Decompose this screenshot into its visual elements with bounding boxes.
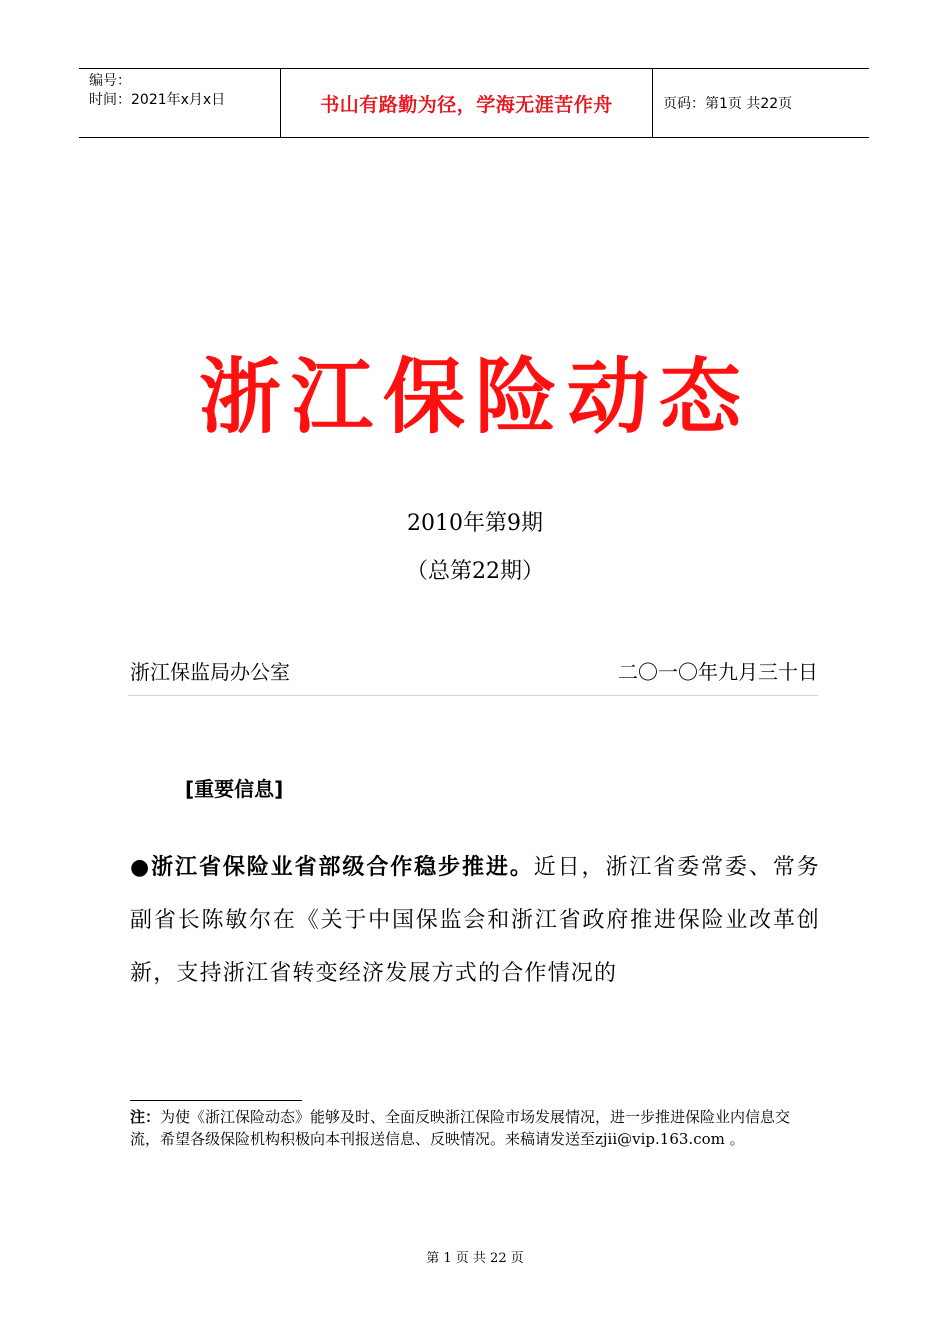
header-left-cell [79, 69, 281, 137]
page-info: 页码：第1页 共22页 [663, 96, 793, 112]
motto-text: 书山有路勤为径，学海无涯苦作舟 [320, 93, 613, 116]
issuing-office: 浙江保监局办公室 [130, 660, 290, 684]
time-label: 时间：2021年x月x日 [89, 92, 226, 108]
section-heading: [重要信息] [185, 777, 284, 801]
page-footer: 第 1 页 共 22 页 [426, 1251, 524, 1266]
issue-number: 2010年第9期 [407, 511, 543, 536]
footnote [130, 1106, 820, 1150]
number-label: 编号： [89, 73, 131, 89]
divider-line [128, 695, 818, 696]
paragraph-body: 近日，浙江省委常委、常务副省长陈敏尔在《关于中国保监会和浙江省政府推进保险业改革创新，支持浙江省转变经济发展方式的合作情况的 [130, 855, 820, 986]
issue-total-number: （总第22期） [406, 559, 544, 584]
news-paragraph [130, 841, 820, 1000]
publication-title: 浙江保险动态 [198, 349, 751, 445]
document-header-table [79, 68, 869, 138]
office-date-row [130, 656, 818, 685]
header-middle-cell [281, 69, 653, 137]
issue-date: 二〇一〇年九月三十日 [618, 660, 818, 684]
footnote-label: 注： [130, 1108, 161, 1126]
footnote-text: 为使《浙江保险动态》能够及时、全面反映浙江保险市场发展情况，进一步推进保险业内信息交流，希望各级保险机构积极向本刊报送信息、反映情况。来稿请发送至zjii@vip.163.com 。 [130, 1108, 791, 1148]
header-right-cell [653, 69, 869, 137]
paragraph-lead: ●浙江省保险业省部级合作稳步推进。 [130, 855, 534, 880]
footnote-separator [130, 1100, 302, 1101]
